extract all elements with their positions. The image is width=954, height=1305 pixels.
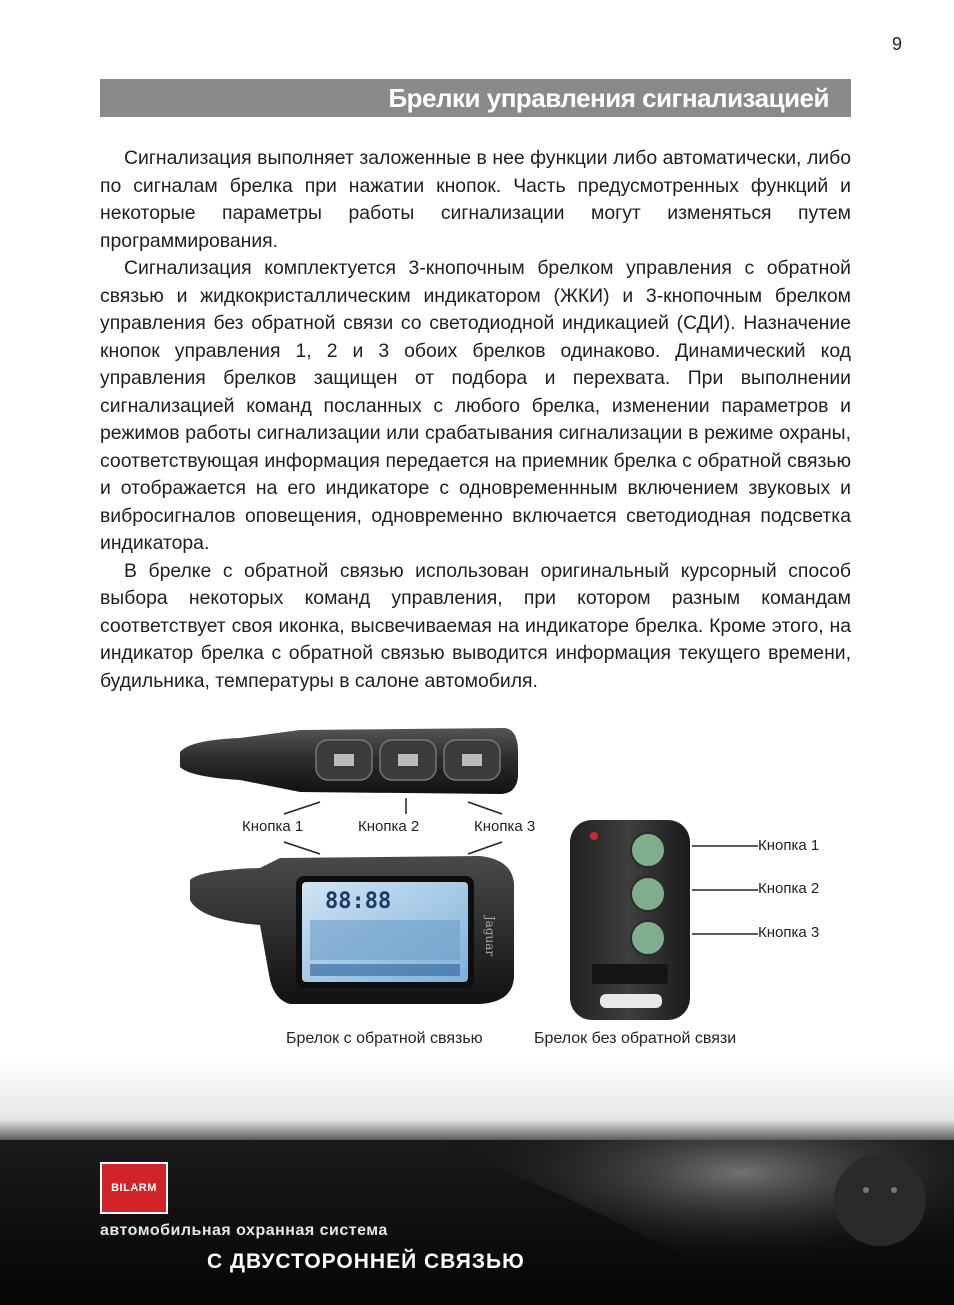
fob2-label-button-1: Кнопка 1: [758, 837, 820, 854]
fob2-leader-lines: [690, 840, 760, 940]
section-title: Брелки управления сигнализацией: [388, 82, 829, 113]
fob1-label-button-1: Кнопка 1: [242, 818, 304, 835]
footer-headline: С ДВУСТОРОННЕЙ СВЯЗЬЮ: [207, 1250, 525, 1273]
page-number: 9: [891, 34, 902, 54]
body-text: [100, 145, 851, 695]
logo-text: BILARM: [111, 1182, 157, 1194]
fob1-label-button-3: Кнопка 3: [474, 818, 536, 835]
brand-mark: Jaguar: [483, 915, 497, 957]
fob-led-image: [568, 818, 692, 1022]
fob-profile-image: [180, 722, 520, 802]
paragraph-2: Сигнализация комплектуется 3-кнопочным брелком управления с обратной связью и жидкокристаллическим индикатором (ЖКИ) и 3-кнопочным брелком управления без обратной связи со светодиодной индикацией (СДИ). Назначение кнопок управления 1, 2 и 3 обоих брелков одинаково. Динамический код управления брелков защищен от подбора и перехвата. При выполнении сигнализацией команд посланных с любого брелка, изменении параметров и режимов работы сигнализации или срабатывания сигнализации в режиме охраны, соответствующая информация передается на приемник брелка с обратной связью и отображается на его индикаторе с одновременнным включением звуковых и вибросигналов оповещения, одновременно включается светодиодная подсветка индикатора.: [100, 257, 851, 554]
footer-fade: [0, 1060, 954, 1145]
bilarm-logo: [100, 1162, 168, 1214]
paragraph-3: В брелке с обратной связью использован оригинальный курсорный способ выбора некоторых команд управления, при котором разным командам соответствует своя иконка, высвечиваемая на индикаторе брелка. Кроме этого, на индикатор брелка с обратной связью выводится информация текущего времени, будильника, температуры в салоне автомобиля.: [100, 559, 851, 692]
fob2-label-button-3: Кнопка 3: [758, 924, 820, 941]
fob1-caption: Брелок с обратной связью: [286, 1030, 483, 1047]
fob1-label-button-2: Кнопка 2: [358, 818, 420, 835]
footer-banner: [0, 1140, 954, 1305]
keyfob-figure: [0, 700, 954, 1080]
fob-lcd-image: [180, 850, 520, 1010]
footer-tagline: автомобильная охранная система: [100, 1222, 388, 1239]
fob2-label-button-2: Кнопка 2: [758, 880, 820, 897]
section-title-bar: [100, 79, 851, 117]
paragraph-1: Сигнализация выполняет заложенные в нее функции либо автоматически, либо по сигналам брелка при нажатии кнопок. Часть предусмотренных функций и некоторые параметры работы сигнализации могут изменяться путем программирования.: [100, 147, 851, 252]
fob2-caption: Брелок без обратной связи: [534, 1030, 737, 1047]
lcd-digits: 88:88: [325, 889, 392, 914]
